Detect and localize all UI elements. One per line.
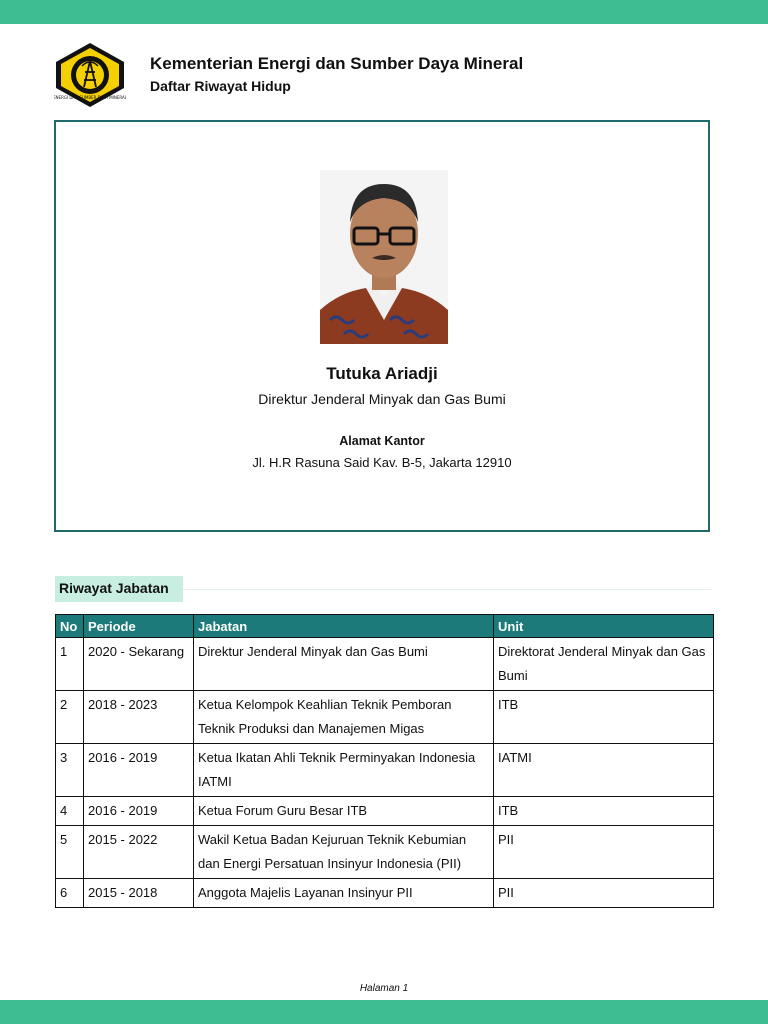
top-band bbox=[0, 0, 768, 24]
cell-period: 2020 - Sekarang bbox=[84, 638, 194, 691]
ministry-logo-icon bbox=[54, 42, 126, 108]
cell-unit: PII bbox=[494, 879, 714, 908]
cell-no: 5 bbox=[56, 826, 84, 879]
cell-position: Ketua Kelompok Keahlian Teknik Pemboran Teknik Produksi dan Manajemen Migas bbox=[194, 691, 494, 744]
page-number: Halaman 1 bbox=[359, 983, 409, 994]
section-title-career: Riwayat Jabatan bbox=[55, 576, 183, 602]
table-row bbox=[56, 826, 714, 879]
table-row bbox=[56, 638, 714, 691]
column-header-no: No bbox=[56, 615, 84, 638]
table-row bbox=[56, 879, 714, 908]
cell-no: 1 bbox=[56, 638, 84, 691]
cell-position: Ketua Ikatan Ahli Teknik Perminyakan Indonesia IATMI bbox=[194, 744, 494, 797]
table-row bbox=[56, 797, 714, 826]
cell-unit: PII bbox=[494, 826, 714, 879]
cell-position: Direktur Jenderal Minyak dan Gas Bumi bbox=[194, 638, 494, 691]
address-label: Alamat Kantor bbox=[339, 434, 425, 448]
column-header-position: Jabatan bbox=[194, 615, 494, 638]
bottom-band bbox=[0, 1000, 768, 1024]
column-header-period: Periode bbox=[84, 615, 194, 638]
person-position: Direktur Jenderal Minyak dan Gas Bumi bbox=[258, 391, 506, 407]
column-header-unit: Unit bbox=[494, 615, 714, 638]
table-row bbox=[56, 691, 714, 744]
cell-unit: IATMI bbox=[494, 744, 714, 797]
cell-position: Wakil Ketua Badan Kejuruan Teknik Kebumian dan Energi Persatuan Insinyur Indonesia (PII) bbox=[194, 826, 494, 879]
document-title: Daftar Riwayat Hidup bbox=[150, 78, 291, 94]
profile-photo bbox=[320, 170, 448, 344]
cell-period: 2015 - 2018 bbox=[84, 879, 194, 908]
cell-no: 2 bbox=[56, 691, 84, 744]
cell-period: 2016 - 2019 bbox=[84, 797, 194, 826]
cell-no: 6 bbox=[56, 879, 84, 908]
person-name: Tutuka Ariadji bbox=[326, 364, 438, 383]
table-header-row bbox=[56, 615, 714, 638]
cell-no: 4 bbox=[56, 797, 84, 826]
cell-unit: ITB bbox=[494, 797, 714, 826]
portrait-image bbox=[320, 170, 448, 344]
cell-period: 2015 - 2022 bbox=[84, 826, 194, 879]
cell-position: Anggota Majelis Layanan Insinyur PII bbox=[194, 879, 494, 908]
organization-name: Kementerian Energi dan Sumber Daya Mineral bbox=[150, 54, 524, 73]
address-value: Jl. H.R Rasuna Said Kav. B-5, Jakarta 12910 bbox=[252, 455, 512, 470]
cell-period: 2016 - 2019 bbox=[84, 744, 194, 797]
table-row bbox=[56, 744, 714, 797]
page-header bbox=[54, 42, 714, 108]
ministry-logo bbox=[54, 42, 126, 108]
cell-no: 3 bbox=[56, 744, 84, 797]
logo-text: ENERGI DAN SUMBER DAYA MINERAL bbox=[54, 95, 126, 100]
cell-unit: ITB bbox=[494, 691, 714, 744]
cell-position: Ketua Forum Guru Besar ITB bbox=[194, 797, 494, 826]
cell-period: 2018 - 2023 bbox=[84, 691, 194, 744]
section-divider bbox=[183, 589, 712, 590]
profile-card bbox=[54, 120, 710, 532]
career-table bbox=[55, 614, 714, 908]
cell-unit: Direktorat Jenderal Minyak dan Gas Bumi bbox=[494, 638, 714, 691]
